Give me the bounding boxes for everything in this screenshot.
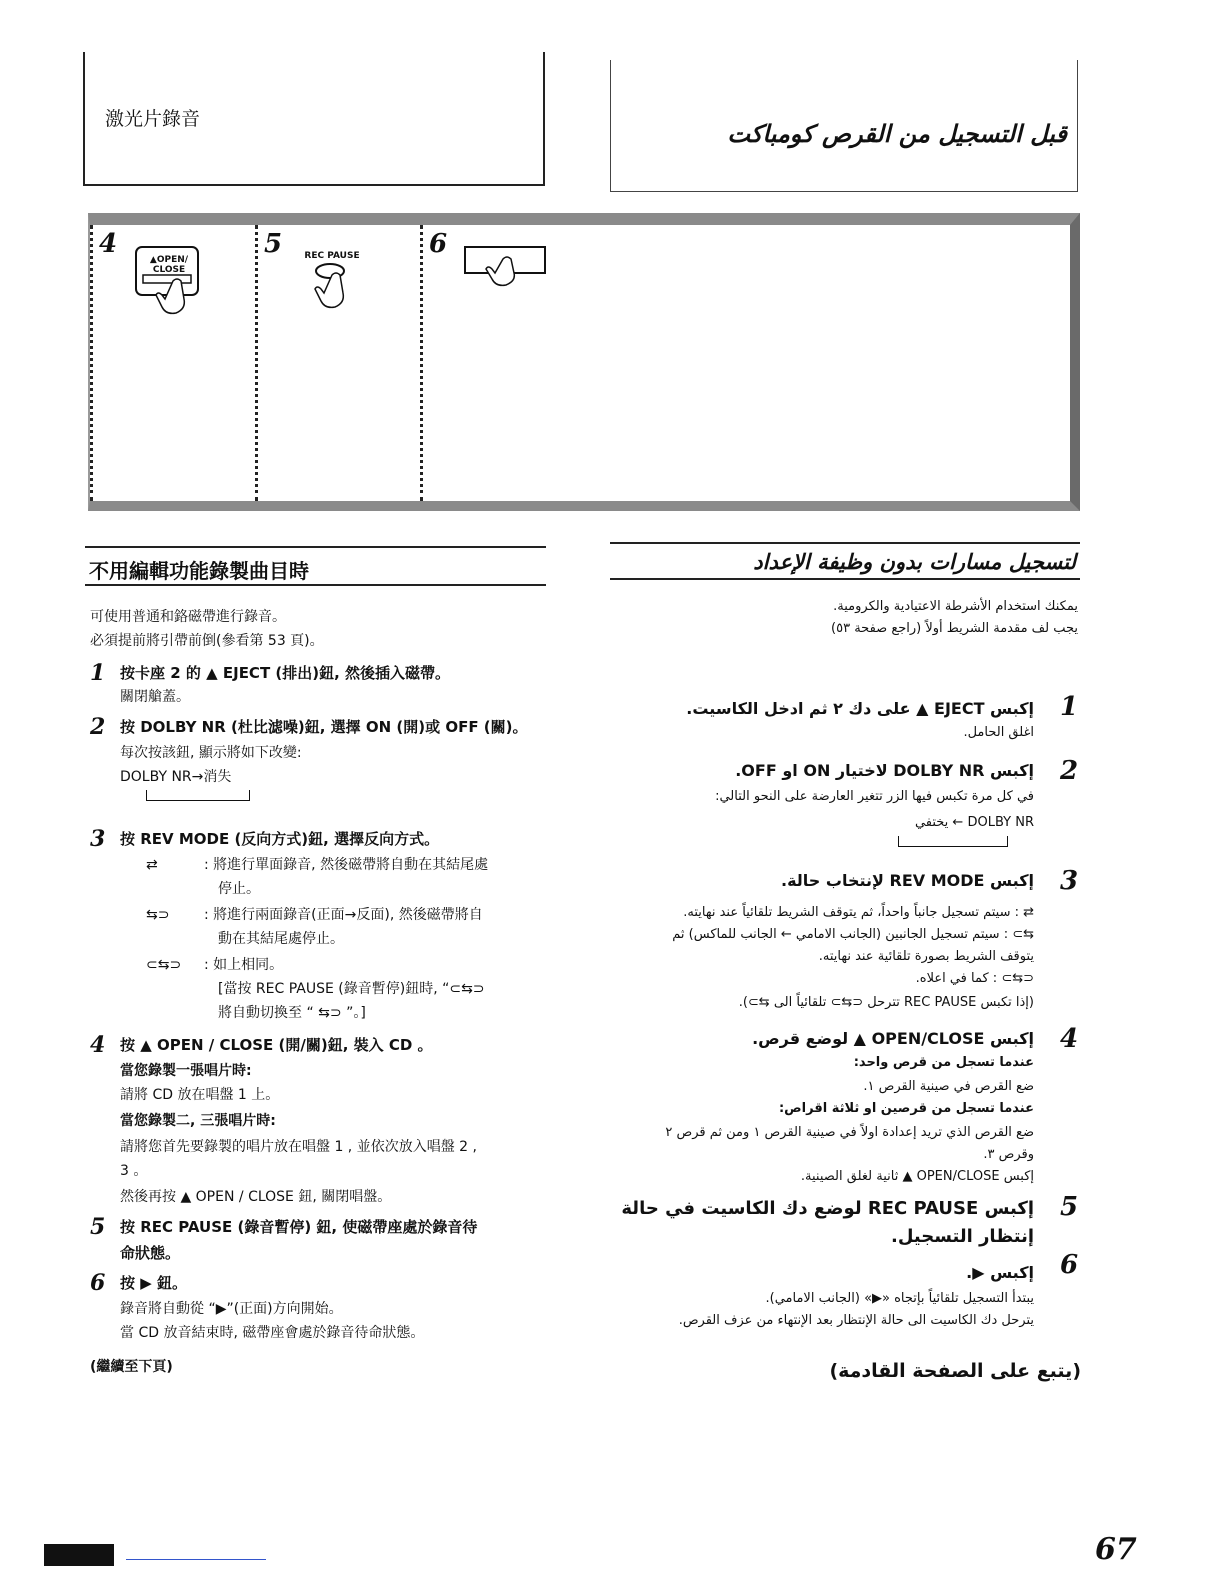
- mode-desc: 動在其結尾處停止。: [218, 931, 344, 947]
- step-number: 4: [90, 1032, 106, 1058]
- step-main: 按 DOLBY NR (杜比滤噪)鈕, 選擇 ON (開)或 OFF (關)。: [120, 718, 528, 736]
- step-cell-5: [255, 225, 423, 501]
- section-title-chinese: 不用編輯功能錄製曲目時: [89, 559, 309, 583]
- step-sub: 錄音將自動從 “▶”(正面)方向開始。: [120, 1301, 343, 1317]
- page-number: 67: [1095, 1532, 1137, 1567]
- mode-desc: ⊂⇆⊃ : كما في اعلاه.: [915, 971, 1034, 986]
- step-sub: 每次按該鈕, 顯示將如下改變:: [120, 745, 302, 761]
- step-main: إكبس REV MODE لإنتخاب حالة.: [781, 871, 1034, 890]
- step-main: 命狀態。: [120, 1244, 181, 1262]
- section-heading-chinese: [85, 546, 546, 586]
- continued-note-arabic: (يتبع على الصفحة القادمة): [829, 1360, 1081, 1382]
- mode-symbol: ⇄: [146, 857, 158, 873]
- step-number: 4: [1060, 1024, 1079, 1054]
- step-sub: 請將您首先要錄製的唱片放在唱盤 1 , 並依次放入唱盤 2 ,: [120, 1139, 477, 1155]
- step-sub: يبتدأ التسجيل تلقائياً بإتجاه «▶» (الجانب الامامي).: [765, 1291, 1034, 1306]
- step-number: 5: [90, 1214, 106, 1240]
- mode-desc: يتوقف الشريط بصورة تلقائية عند نهايته.: [818, 949, 1034, 964]
- step-main: إكبس OPEN/CLOSE ▲ لوضع قرص.: [752, 1029, 1034, 1048]
- step-main: 按 ▲ OPEN / CLOSE (開/關)鈕, 裝入 CD 。: [120, 1036, 433, 1054]
- step-main: 按 REC PAUSE (錄音暫停) 鈕, 使磁帶座處於錄音待: [120, 1218, 478, 1236]
- mode-desc: ⇄ : سيتم تسجيل جانباً واحداً، ثم يتوقف الشريط تلقائياً عند نهايته.: [683, 905, 1034, 920]
- mode-note: (إذا تكبس REC PAUSE تترحل ⊂⇆⊃ تلقائياً الى ⇆⊃).: [738, 995, 1034, 1010]
- intro-line: 可使用普通和鉻磁帶進行錄音。: [90, 609, 286, 625]
- steps-illustration-band: [88, 213, 1080, 511]
- step-sub: في كل مرة تكبس فيها الزر تتغير العارضة على النحو التالي:: [715, 789, 1034, 804]
- step-subheading: عندما تسجل من قرص واحد:: [853, 1055, 1034, 1070]
- step-number: 6: [429, 229, 448, 259]
- step-subheading: عندما تسجل من قرصين او ثلاثة اقراص:: [778, 1101, 1034, 1116]
- mode-note: 將自動切換至 “ ⇆⊃ ”。]: [218, 1005, 366, 1021]
- step-number: 6: [90, 1270, 106, 1296]
- step-number: 5: [1060, 1192, 1079, 1222]
- mode-desc: 停止。: [218, 881, 260, 897]
- step-sub: اغلق الحامل.: [963, 725, 1034, 740]
- step-sub: 3 。: [120, 1163, 148, 1179]
- step-sub: 請將 CD 放在唱盤 1 上。: [120, 1087, 280, 1103]
- mode-desc: ⇆⊃ : سيتم تسجيل الجانبين (الجانب الامامي ← الجانب للماكس) ثم: [672, 927, 1034, 942]
- cycle-arrow-line: [146, 790, 250, 801]
- rec-pause-label: REC PAUSE: [304, 251, 360, 261]
- mode-symbol: ⊂⇆⊃: [146, 957, 182, 973]
- section-heading-arabic: [610, 542, 1080, 580]
- play-button-icon: [463, 241, 553, 291]
- step-number: 2: [90, 714, 106, 740]
- header-title-chinese: 激光片錄音: [105, 108, 201, 130]
- step-main: 按卡座 2 的 ▲ EJECT (排出)鈕, 然後插入磁帶。: [120, 664, 451, 682]
- open-close-button-icon: [133, 237, 203, 317]
- step-number: 3: [90, 826, 106, 852]
- step-main: إكبس EJECT ▲ على دك ٢ ثم ادخل الكاسيت.: [686, 699, 1034, 718]
- step-main: 按 REV MODE (反向方式)鈕, 選擇反向方式。: [120, 830, 440, 848]
- footer-black-mark: [44, 1544, 114, 1566]
- step-sub: DOLBY NR→消失: [120, 769, 232, 785]
- mode-symbol: ⇆⊃: [146, 907, 170, 923]
- open-close-label-1: ▲OPEN/: [149, 255, 189, 265]
- intro-line: يجب لف مقدمة الشريط أولاً (راجع صفحة ٥٣): [831, 621, 1078, 636]
- header-title-arabic: قبل التسجيل من القرص كومباكت: [727, 120, 1067, 148]
- step-main: إكبس DOLBY NR لاختيار ON او OFF.: [735, 761, 1034, 780]
- section-title-arabic: لتسجيل مسارات بدون وظيفة الإعداد: [753, 550, 1076, 574]
- intro-line: يمكنك استخدام الأشرطة الاعتيادية والكرومية.: [833, 599, 1078, 614]
- step-sub: وقرص ٣.: [983, 1147, 1034, 1162]
- header-box-arabic: [610, 60, 1078, 192]
- step-number: 1: [1060, 692, 1079, 722]
- step-sub: DOLBY NR ← يختفي: [914, 815, 1034, 830]
- step-number: 2: [1060, 756, 1079, 786]
- step-number: 5: [264, 229, 283, 259]
- step-sub: 當 CD 放音結束時, 磁帶座會處於錄音待命狀態。: [120, 1325, 425, 1341]
- cycle-arrow-line: [898, 836, 1008, 847]
- step-sub: يترحل دك الكاسيت الى حالة الإنتظار بعد الإنتهاء من عزف القرص.: [678, 1313, 1034, 1328]
- open-close-label-2: CLOSE: [152, 265, 186, 275]
- step-number: 1: [90, 660, 106, 686]
- intro-line: 必須提前將引帶前倒(參看第 53 頁)。: [90, 633, 324, 649]
- step-cell-4: [90, 225, 258, 501]
- step-sub: إكبس OPEN/CLOSE ▲ ثانية لغلق الصينية.: [800, 1169, 1034, 1184]
- rec-pause-button-icon: [310, 261, 370, 321]
- step-main: إكبس ▶.: [966, 1263, 1034, 1282]
- step-sub: 然後再按 ▲ OPEN / CLOSE 鈕, 關閉唱盤。: [120, 1189, 392, 1205]
- mode-desc: : 如上相同。: [204, 957, 284, 973]
- mode-desc: : 將進行兩面錄音(正面→反面), 然後磁帶將自: [204, 907, 483, 923]
- mode-desc: : 將進行單面錄音, 然後磁帶將自動在其結尾處: [204, 857, 489, 873]
- step-main: 按 ▶ 鈕。: [120, 1274, 187, 1292]
- step-main: إنتظار التسجيل.: [890, 1226, 1034, 1247]
- step-subheading: 當您錄製一張唱片時:: [120, 1063, 252, 1079]
- mode-note: [當按 REC PAUSE (錄音暫停)鈕時, “⊂⇆⊃: [218, 981, 485, 997]
- step-cell-6: [420, 225, 1073, 501]
- step-sub: ضع القرص الذي تريد إعدادة اولاً في صينية القرص ١ ومن ثم قرص ٢: [665, 1125, 1034, 1140]
- footer-line: [126, 1559, 266, 1560]
- step-subheading: 當您錄製二, 三張唱片時:: [120, 1113, 276, 1129]
- continued-note-chinese: (繼續至下頁): [90, 1359, 173, 1375]
- header-box-chinese: [83, 52, 545, 186]
- step-number: 6: [1060, 1250, 1079, 1280]
- step-sub: 關閉艙蓋。: [120, 689, 190, 705]
- step-main: إكبس REC PAUSE لوضع دك الكاسيت في حالة: [621, 1198, 1034, 1219]
- step-number: 3: [1060, 866, 1079, 896]
- step-sub: ضع القرص في صينية القرص ١.: [863, 1079, 1034, 1094]
- step-number: 4: [99, 229, 118, 259]
